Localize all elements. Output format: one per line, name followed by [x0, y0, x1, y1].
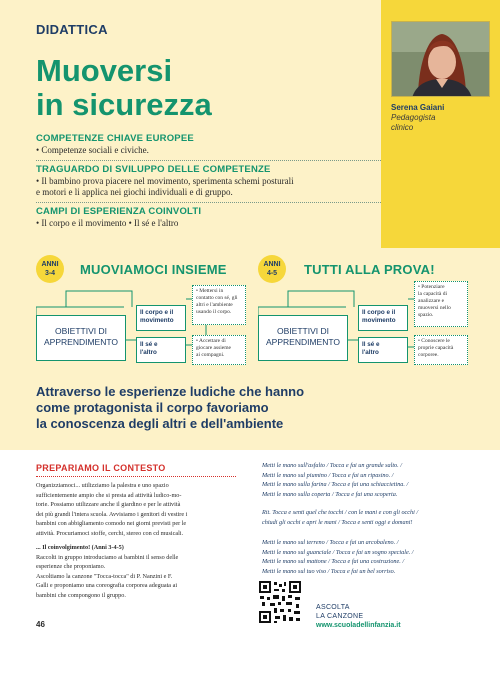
website-link[interactable]: www.scuoladellinfanzia.it: [316, 622, 401, 629]
area-box-self: [358, 337, 408, 363]
divider: [36, 160, 381, 161]
leaf-line: • Accettare di: [196, 338, 226, 344]
objectives-label-1: OBIETTIVI DI: [55, 326, 107, 336]
author-role-line-2: clinico: [391, 123, 414, 132]
song-chorus: [262, 508, 477, 527]
listen-line-1: ASCOLTA: [316, 604, 350, 611]
traguardo-heading: TRAGUARDO DI SVILUPPO DELLE COMPETENZE: [36, 164, 271, 175]
lead-line-1: Attraverso le esperienze ludiche che hanno: [36, 384, 305, 399]
leaf-line: • Mettersi in: [196, 288, 224, 294]
objectives-diagram-right: [258, 285, 473, 370]
author-photo: [391, 21, 490, 97]
leaf-line: altri e l'ambiente: [196, 302, 233, 308]
prepare-divider: [36, 476, 236, 477]
lead-paragraph: [36, 384, 476, 432]
objectives-label-1: OBIETTIVI DI: [277, 326, 329, 336]
author-info: [391, 103, 491, 133]
listen-song-label: [316, 603, 363, 621]
lyric-line: Metti le mano sul guanciale / Tocca e fai un sogno speciale. /: [262, 548, 414, 556]
area-label-3: Il sé e: [140, 341, 158, 348]
leaf-line: spazio.: [418, 312, 434, 318]
lyric-line: Rit. Tocca e senti quel che tocchi / con le mani e con gli occhi /: [262, 509, 419, 516]
author-role-line-1: Pedagogista: [391, 113, 436, 122]
competenze-heading: COMPETENZE CHIAVE EUROPEE: [36, 133, 194, 144]
page-number: 46: [36, 620, 45, 629]
listen-line-2: LA CANZONE: [316, 613, 364, 620]
prepare-paragraph-1: [36, 481, 236, 538]
age-badge-label: ANNI: [263, 261, 281, 268]
area-label-2: movimento: [140, 317, 174, 324]
area-label-1: Il corpo e il: [140, 309, 174, 316]
leaf-line: muoversi nello: [418, 305, 451, 311]
leaf-line: contatto con sé, gli: [196, 295, 238, 301]
campi-heading: CAMPI DI ESPERIENZA COINVOLTI: [36, 206, 202, 217]
text-line: ... Il coinvolgimento! (Anni 3-4-5): [36, 544, 124, 551]
area-label-4: l'altro: [362, 349, 379, 356]
text-line: esperienze che proponiamo.: [36, 563, 106, 570]
text-line: Ascoltiamo la canzone "Tocca-tocca" di P. Nanzini e F.: [36, 572, 173, 580]
area-box-body: [136, 305, 186, 331]
leaf-line: • Potenziare: [418, 284, 445, 290]
traguardo-line-1: • Il bambino prova piacere nel movimento, sperimenta schemi posturali: [36, 176, 294, 186]
leaf-line: • Conoscere le: [418, 338, 450, 344]
page-title: [36, 54, 212, 122]
author-name: Serena Gaiani: [391, 103, 445, 112]
group-title-right: TUTTI ALLA PROVA!: [304, 262, 435, 277]
campi-text: • Il corpo e il movimento • Il sé e l'altro: [36, 218, 179, 228]
age-badge-range: 4-5: [266, 270, 278, 277]
lyric-line: Metti le mano sul tuo viso / Tocca e fai un bel sorriso.: [262, 567, 396, 575]
section-label: DIDATTICA: [36, 22, 108, 37]
age-badge-range: 3-4: [44, 270, 56, 277]
leaf-line: ai compagni.: [196, 352, 225, 358]
age-badge-label: ANNI: [41, 261, 59, 268]
objectives-label-2: APPRENDIMENTO: [266, 337, 340, 347]
song-stanza-2: [262, 538, 477, 576]
lead-line-3: la conoscenza degli altri e dell'ambiente: [36, 416, 284, 431]
objective-leaf-2: [414, 335, 468, 365]
title-line-2: in sicurezza: [36, 87, 212, 122]
competenze-block: [36, 133, 381, 156]
lyric-line: Metti le mano sulla farina / Tocca e fai una schiaccietina. /: [262, 481, 409, 488]
area-label-3: Il sé e: [362, 341, 380, 348]
lyric-line: Metti le mano sul piumino / Tocca e fai un ripasino. /: [262, 471, 394, 479]
objectives-label-2: APPRENDIMENTO: [44, 337, 118, 347]
text-line: sufficientemente ampio che si presta ad attività ludico-mo-: [36, 491, 182, 499]
text-line: attività. Procuriamoci stoffe, cerchi, stereo con cd musicali.: [36, 529, 184, 537]
prepare-paragraph-2: [36, 543, 236, 600]
prepare-heading: PREPARIAMO IL CONTESTO: [36, 463, 166, 473]
lyric-line: Metti le mano sul terreno / Tocca e fai un arcobaleno. /: [262, 539, 399, 546]
song-stanza-1: [262, 461, 477, 499]
objectives-diagram-left: [36, 285, 246, 370]
text-line: dei più grandi l'intera scuola. Avvisiamo i genitori di vestire i: [36, 510, 188, 518]
lead-line-2: come protagonista il corpo favoriamo: [36, 400, 269, 415]
leaf-line: giocare assieme: [196, 345, 231, 351]
objective-leaf-1: [414, 281, 468, 327]
objectives-box-left: [36, 315, 126, 361]
group-title-left: MUOVIAMOCI INSIEME: [80, 262, 227, 277]
lyric-line: chiudi gli occhi e apri le mani / Tocca e senti oggi e domani!: [262, 518, 413, 526]
text-line: Raccolti in gruppo introduciamo ai bambini il senso delle: [36, 553, 179, 561]
campi-block: [36, 206, 381, 229]
lyric-line: Metti le mano sull'asfalto / Tocca e fai un grande salto. /: [262, 462, 402, 469]
text-line: Organizziamoci... utilizziamo la palestra e uno spazio: [36, 482, 169, 489]
text-line: Galli e proponiamo una coreografia corporea adeguata ai: [36, 582, 178, 589]
leaf-line: proprie capacità: [418, 345, 454, 351]
leaf-line: la capacità di: [418, 291, 448, 297]
traguardo-block: [36, 164, 381, 198]
competenze-text: • Competenze sociali e civiche.: [36, 145, 149, 155]
lyric-line: Metti le mano sulla coperta / Tocca e fai una scoperta.: [262, 490, 398, 498]
title-line-1: Muoversi: [36, 53, 173, 88]
text-line: torie. Possiamo utilizzare anche il giardino e per le attività: [36, 501, 181, 508]
objective-leaf-2: [192, 335, 246, 365]
objective-leaf-1: [192, 285, 246, 325]
area-label-2: movimento: [362, 317, 396, 324]
traguardo-line-2: e motori e li applica nei giochi individuali e di gruppo.: [36, 187, 233, 197]
qr-code-icon[interactable]: [258, 580, 302, 624]
age-badge-4-5: [258, 255, 286, 283]
divider: [36, 202, 381, 203]
area-label-4: l'altro: [140, 349, 157, 356]
objectives-box-right: [258, 315, 348, 361]
age-badge-3-4: [36, 255, 64, 283]
area-label-1: Il corpo e il: [362, 309, 396, 316]
leaf-line: analizzare e: [418, 298, 445, 304]
text-line: bambini che compongono il gruppo.: [36, 591, 126, 599]
area-box-self: [136, 337, 186, 363]
leaf-line: usando il corpo.: [196, 309, 232, 315]
leaf-line: corporee.: [418, 352, 439, 358]
text-line: bambini con abbigliamento comodo nei giorni previsti per le: [36, 520, 187, 527]
area-box-body: [358, 305, 408, 331]
lyric-line: Metti le mano sul mattone / Tocca e fai una costruzione. /: [262, 558, 405, 565]
